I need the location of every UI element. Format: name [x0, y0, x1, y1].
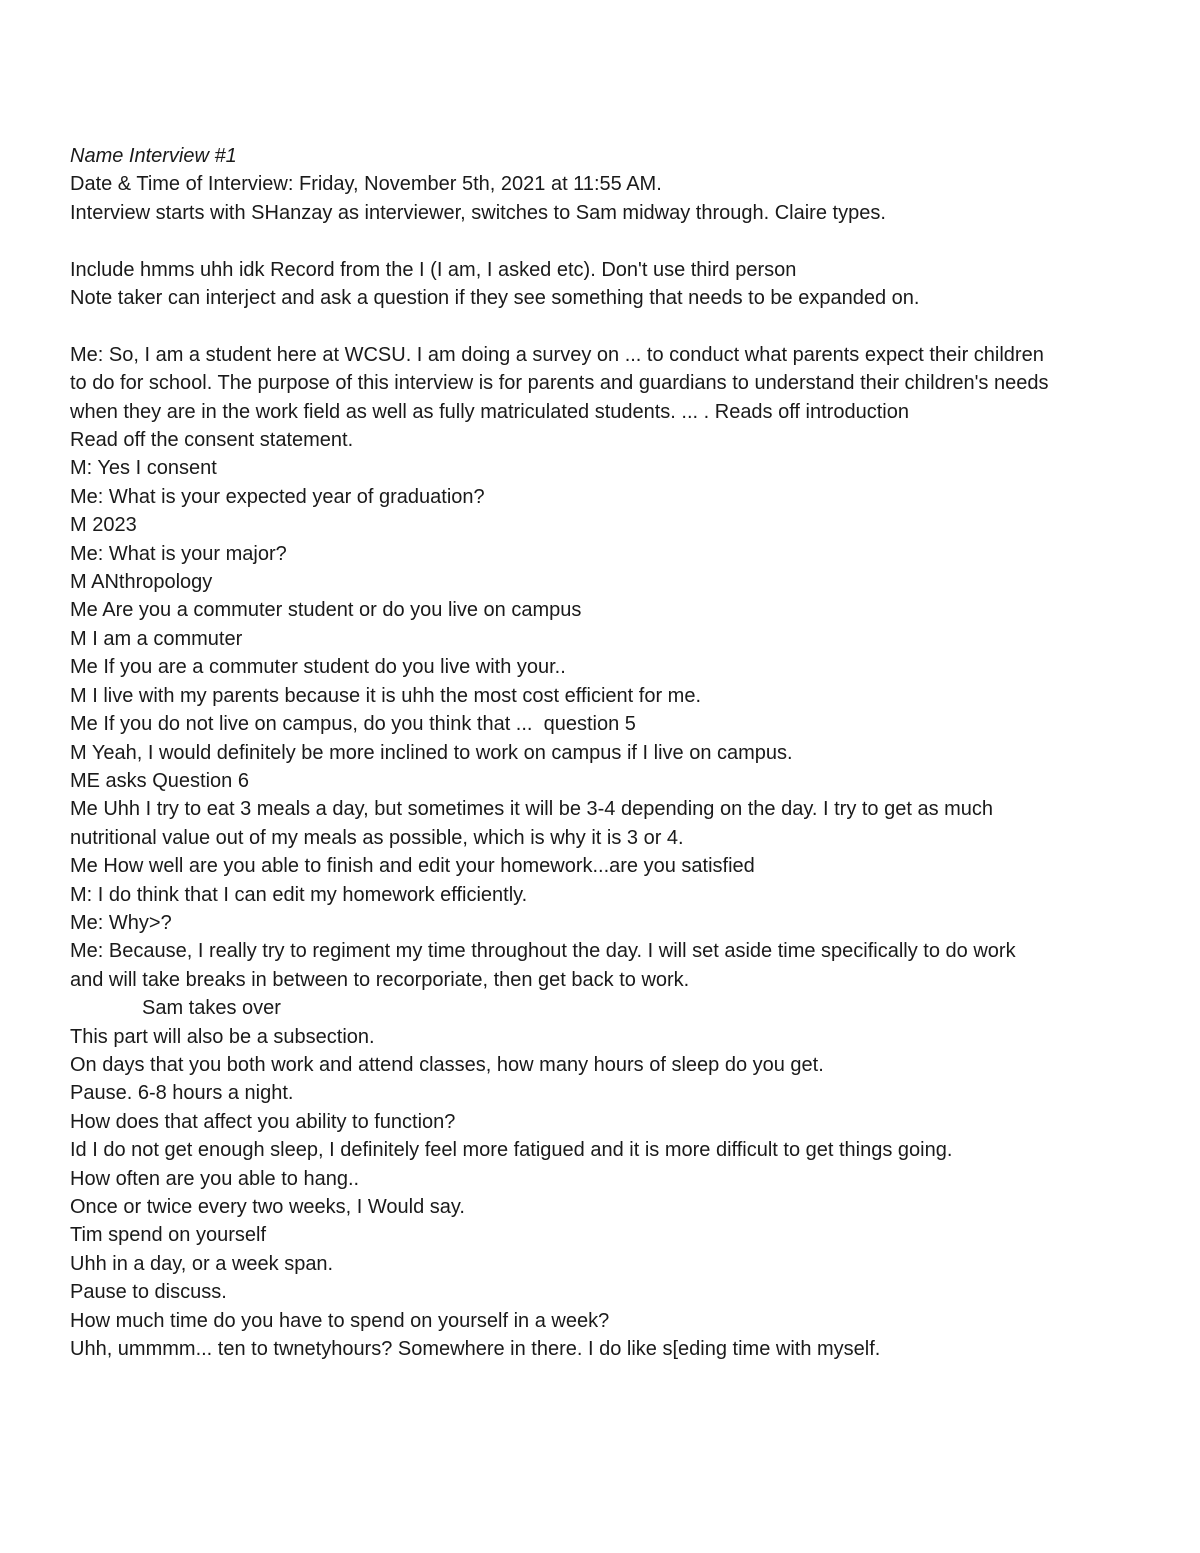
transcript-line: Me: What is your expected year of graduation?	[70, 485, 485, 508]
blank-line	[70, 312, 1140, 340]
transcript-line: ME asks Question 6	[70, 769, 249, 792]
intro-paragraph-line: Me: So, I am a student here at WCSU. I am doing a survey on ... to conduct what parents expect their children	[70, 343, 1044, 366]
transcript-line: On days that you both work and attend classes, how many hours of sleep do you get.	[70, 1053, 824, 1076]
transcript-line: M 2023	[70, 514, 137, 537]
transcript-line: Me Uhh I try to eat 3 meals a day, but sometimes it will be 3-4 depending on the day. I try to get as much	[70, 798, 994, 821]
transcript-line: Me If you do not live on campus, do you think that ... question 5	[70, 713, 636, 736]
document-body	[70, 142, 1140, 1363]
transcript-line: Me: Why>?	[70, 911, 172, 934]
transcript-line: Pause. 6-8 hours a night.	[70, 1082, 294, 1105]
transcript-line: M: I do think that I can edit my homework efficiently.	[70, 883, 528, 906]
transcript-line: Me If you are a commuter student do you live with your..	[70, 656, 566, 679]
transcript-line: M: Yes I consent	[70, 457, 217, 480]
transcript-line: Me How well are you able to finish and edit your homework...are you satisfied	[70, 855, 755, 878]
transcript-line: How much time do you have to spend on yourself in a week?	[70, 1309, 610, 1332]
instruction-line: Note taker can interject and ask a question if they see something that needs to be expanded on.	[70, 287, 920, 310]
transcript-line: Once or twice every two weeks, I Would say.	[70, 1196, 465, 1218]
transcript-line: M Yeah, I would definitely be more inclined to work on campus if I live on campus.	[70, 741, 793, 764]
transcript-line: Me: Because, I really try to regiment my time throughout the day. I will set aside time specifically to do work	[70, 940, 1016, 963]
transcript-line: Read off the consent statement.	[70, 429, 354, 452]
transcript-line: M I am a commuter	[70, 627, 243, 650]
intro-paragraph-line: when they are in the work field as well as fully matriculated students. ... . Reads off introduction	[70, 400, 909, 423]
transcript-line: How does that affect you ability to function?	[70, 1110, 456, 1133]
transcript-line: Uhh, ummmm... ten to twnetyhours? Somewhere in there. I do like s[eding time with myself.	[70, 1338, 881, 1361]
transcript-line: Tim spend on yourself	[70, 1224, 267, 1247]
instruction-line: Include hmms uhh idk Record from the I (I am, I asked etc). Don't use third person	[70, 258, 797, 281]
transcript-line: Me Are you a commuter student or do you live on campus	[70, 599, 582, 622]
interview-date-time: Date & Time of Interview: Friday, November 5th, 2021 at 11:55 AM.	[70, 173, 662, 196]
document-title: Name Interview #1	[70, 145, 237, 167]
blank-line	[70, 227, 1140, 255]
transcript-line: Id I do not get enough sleep, I definitely feel more fatigued and it is more difficult to get things going.	[70, 1139, 953, 1162]
transcript-part-1	[70, 426, 1140, 994]
transcript-line: Pause to discuss.	[70, 1281, 227, 1304]
transcript-part-2	[70, 1023, 1140, 1364]
section-switch-note: Sam takes over	[142, 997, 281, 1020]
transcript-line: nutritional value out of my meals as possible, which is why it is 3 or 4.	[70, 826, 684, 849]
interview-intro-note: Interview starts with SHanzay as interviewer, switches to Sam midway through. Claire types.	[70, 201, 886, 224]
transcript-line: Uhh in a day, or a week span.	[70, 1252, 334, 1275]
transcript-line: This part will also be a subsection.	[70, 1025, 375, 1048]
transcript-line: Me: What is your major?	[70, 542, 287, 565]
transcript-line: M I live with my parents because it is uhh the most cost efficient for me.	[70, 684, 702, 707]
transcript-line: and will take breaks in between to recorporiate, then get back to work.	[70, 968, 690, 991]
transcript-line: M ANthropology	[70, 571, 213, 594]
intro-paragraph-line: to do for school. The purpose of this interview is for parents and guardians to understand their children's needs	[70, 372, 1049, 395]
transcript-line: How often are you able to hang..	[70, 1167, 360, 1190]
